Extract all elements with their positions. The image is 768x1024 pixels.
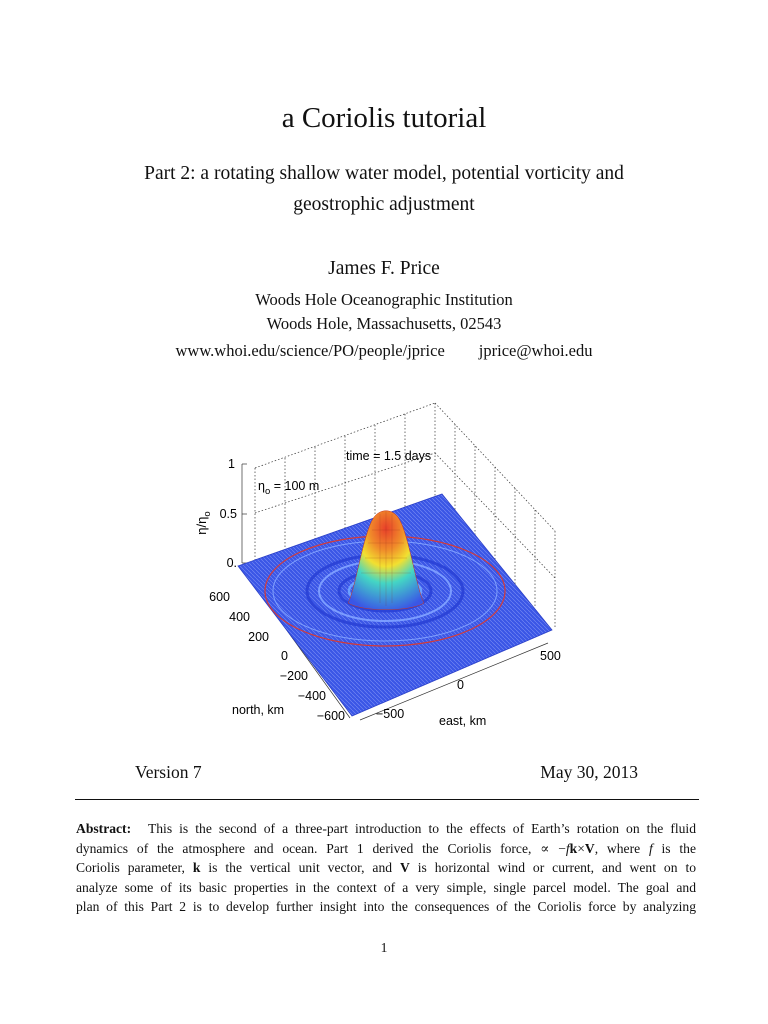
abstract-label: Abstract:: [76, 821, 132, 836]
north-tick-minus-600: −600: [316, 709, 345, 723]
north-tick-600: 600: [209, 590, 230, 604]
eta-annotation: $\eta_o = 100$ m: [258, 479, 320, 497]
subtitle-line-2: geostrophic adjustment: [293, 194, 475, 215]
author-name: James F. Price: [328, 258, 440, 279]
abstract-line-2: dynamics of the atmosphere and ocean. Part 1 derived the Coriolis force, ∝ −fk×V, where f is the: [76, 840, 696, 856]
subtitle-line-1: Part 2: a rotating shallow water model, potential vorticity and: [144, 163, 624, 184]
document-date: May 30, 2013: [540, 762, 638, 782]
z-tick-1: 1: [228, 457, 235, 471]
horizontal-rule: [75, 799, 699, 800]
north-tick-200: 200: [248, 630, 269, 644]
east-tick-minus-500: −500: [376, 707, 405, 721]
z-tick-0: 0.: [226, 556, 237, 570]
z-tick-0-5: 0.5: [219, 507, 237, 521]
time-annotation: time = 1.5 days: [346, 449, 432, 463]
north-tick-400: 400: [229, 610, 250, 624]
coriolis-surface-figure: [180, 398, 580, 738]
east-tick-0: 0: [457, 678, 464, 692]
abstract-line-3: Coriolis parameter, k is the vertical unit vector, and V is horizontal wind or current, and went on to: [76, 860, 697, 876]
affiliation-institution: Woods Hole Oceanographic Institution: [255, 290, 513, 309]
website-link[interactable]: www.whoi.edu/science/PO/people/jprice: [175, 341, 445, 360]
abstract-line-1: Abstract: This is the second of a three-part introduction to the effects of Earth’s rotation on the fluid: [76, 821, 697, 836]
document-subtitle: [110, 158, 658, 220]
document-version: Version 7: [135, 762, 202, 782]
page-number: 1: [380, 940, 388, 955]
abstract-block: [76, 819, 696, 917]
affiliation-address: Woods Hole, Massachusetts, 02543: [266, 314, 502, 333]
abstract-line-4: analyze some of its basic properties in the context of a very simple, single parcel model. The goal and: [76, 879, 696, 895]
abstract-line-5: plan of this Part 2 is to develop further insight into the consequences of the Coriolis force by analyzing: [76, 899, 696, 915]
z-axis-label: $\eta/\eta_o$: [194, 511, 213, 535]
north-tick-minus-400: −400: [297, 689, 326, 703]
email-link[interactable]: jprice@whoi.edu: [478, 341, 593, 360]
document-title: a Coriolis tutorial: [281, 102, 487, 134]
north-tick-minus-200: −200: [279, 669, 308, 683]
north-tick-0: 0: [281, 649, 288, 663]
north-axis-label: north, km: [232, 703, 285, 717]
east-axis-label: east, km: [439, 714, 487, 728]
surface-plot: [180, 398, 580, 738]
contact-line: [0, 341, 768, 361]
east-tick-500: 500: [540, 649, 561, 663]
